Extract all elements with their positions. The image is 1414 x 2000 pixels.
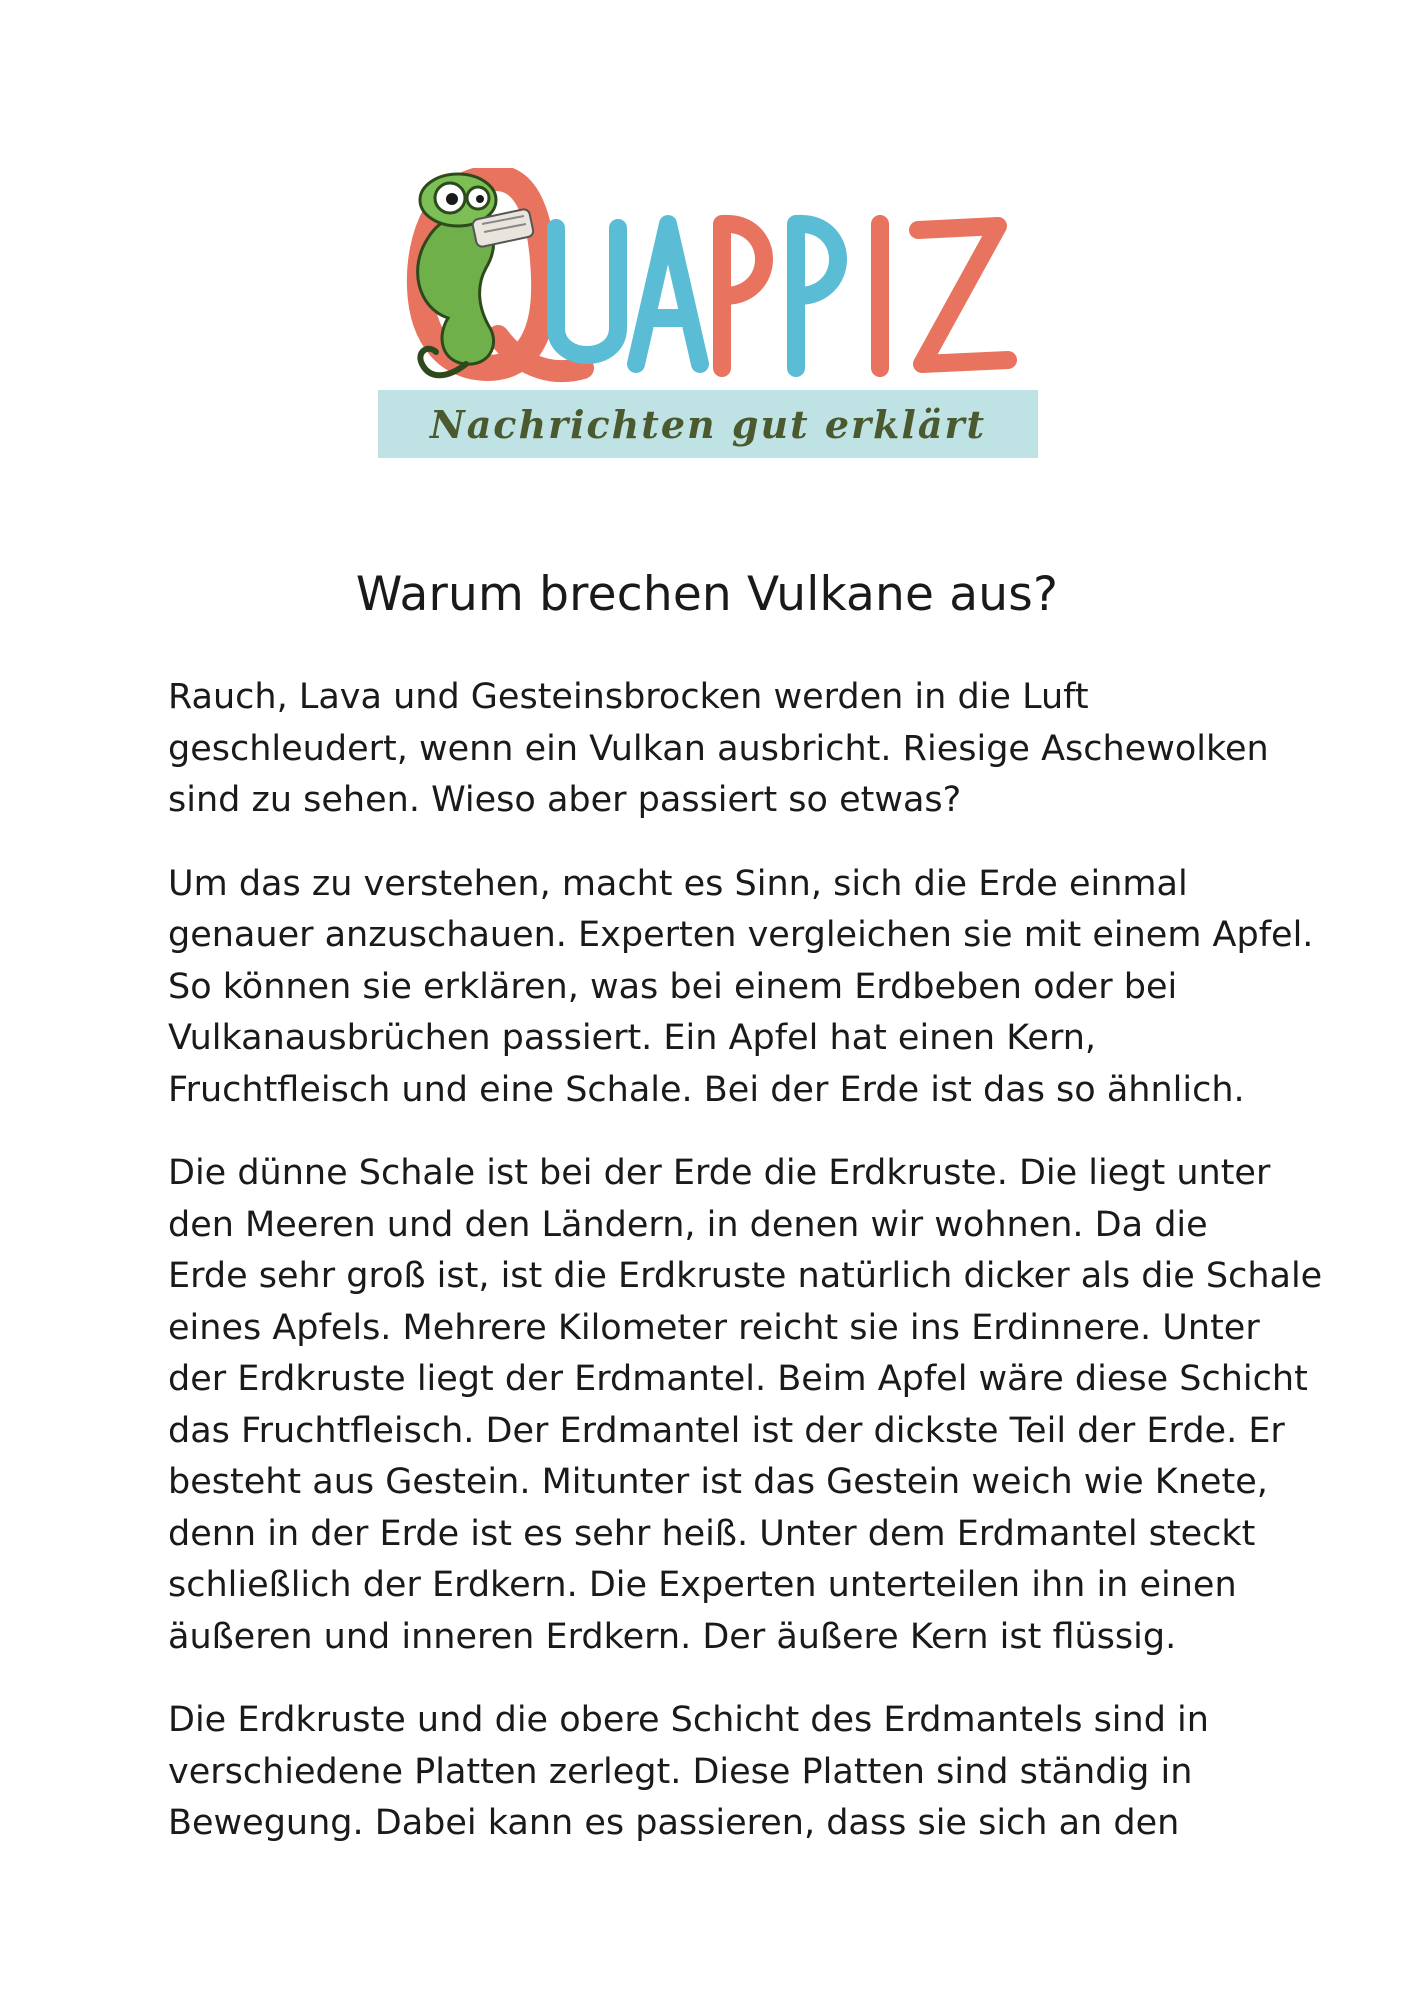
text-line: Die Erdkruste und die obere Schicht des Erdmantels sind in xyxy=(168,1700,1209,1740)
text-line: Fruchtfleisch und eine Schale. Bei der Erde ist das so ähnlich. xyxy=(168,1069,1245,1110)
text-line: eines Apfels. Mehrere Kilometer reicht sie ins Erdinnere. Unter xyxy=(168,1307,1260,1348)
text-line: verschiedene Platten zerlegt. Diese Platten sind ständig in xyxy=(168,1751,1193,1792)
paragraph-2 xyxy=(168,859,1314,1117)
text-line: denn in der Erde ist es sehr heiß. Unter dem Erdmantel steckt xyxy=(168,1513,1256,1554)
text-line: Rauch, Lava und Gesteinsbrocken werden in die Luft xyxy=(168,677,1089,717)
text-line: Bewegung. Dabei kann es passieren, dass sie sich an den xyxy=(168,1803,1180,1843)
text-line: Die dünne Schale ist bei der Erde die Erdkruste. Die liegt unter xyxy=(168,1153,1271,1193)
paragraph-4 xyxy=(168,1695,1278,1850)
text-line: geschleudert, wenn ein Vulkan ausbricht. Riesige Aschewolken xyxy=(168,728,1269,769)
logo-brand: QUAPPIZ xyxy=(378,168,383,169)
text-line: der Erdkruste liegt der Erdmantel. Beim Apfel wäre diese Schicht xyxy=(168,1359,1308,1399)
text-line: Erde sehr groß ist, ist die Erdkruste natürlich dicker als die Schale xyxy=(168,1256,1323,1296)
article-title: Warum brechen Vulkane aus? xyxy=(355,567,1059,622)
text-line: genauer anzuschauen. Experten vergleichen sie mit einem Apfel. xyxy=(168,915,1314,955)
logo-tagline: Nachrichten gut erklärt xyxy=(429,402,987,447)
logo-letters xyxy=(556,224,1008,368)
text-line: äußeren und inneren Erdkern. Der äußere Kern ist flüssig. xyxy=(168,1616,1177,1657)
quappiz-logo xyxy=(378,168,1038,478)
text-line: sind zu sehen. Wieso aber passiert so etwas? xyxy=(168,780,962,820)
paragraph-1 xyxy=(168,672,1278,827)
text-line: den Meeren und den Ländern, in denen wir wohnen. Da die xyxy=(168,1204,1208,1245)
paragraph-3 xyxy=(168,1148,1323,1663)
text-line: schließlich der Erdkern. Die Experten unterteilen ihn in einen xyxy=(168,1565,1237,1605)
text-line: das Fruchtfleisch. Der Erdmantel ist der dickste Teil der Erde. Er xyxy=(168,1410,1285,1451)
text-line: besteht aus Gestein. Mitunter ist das Gestein weich wie Knete, xyxy=(168,1462,1268,1502)
text-line: Um das zu verstehen, macht es Sinn, sich die Erde einmal xyxy=(168,863,1188,904)
text-line: Vulkanausbrüchen passiert. Ein Apfel hat einen Kern, xyxy=(168,1018,1097,1058)
text-line: So können sie erklären, was bei einem Erdbeben oder bei xyxy=(168,966,1178,1007)
article-body xyxy=(168,672,1323,1882)
